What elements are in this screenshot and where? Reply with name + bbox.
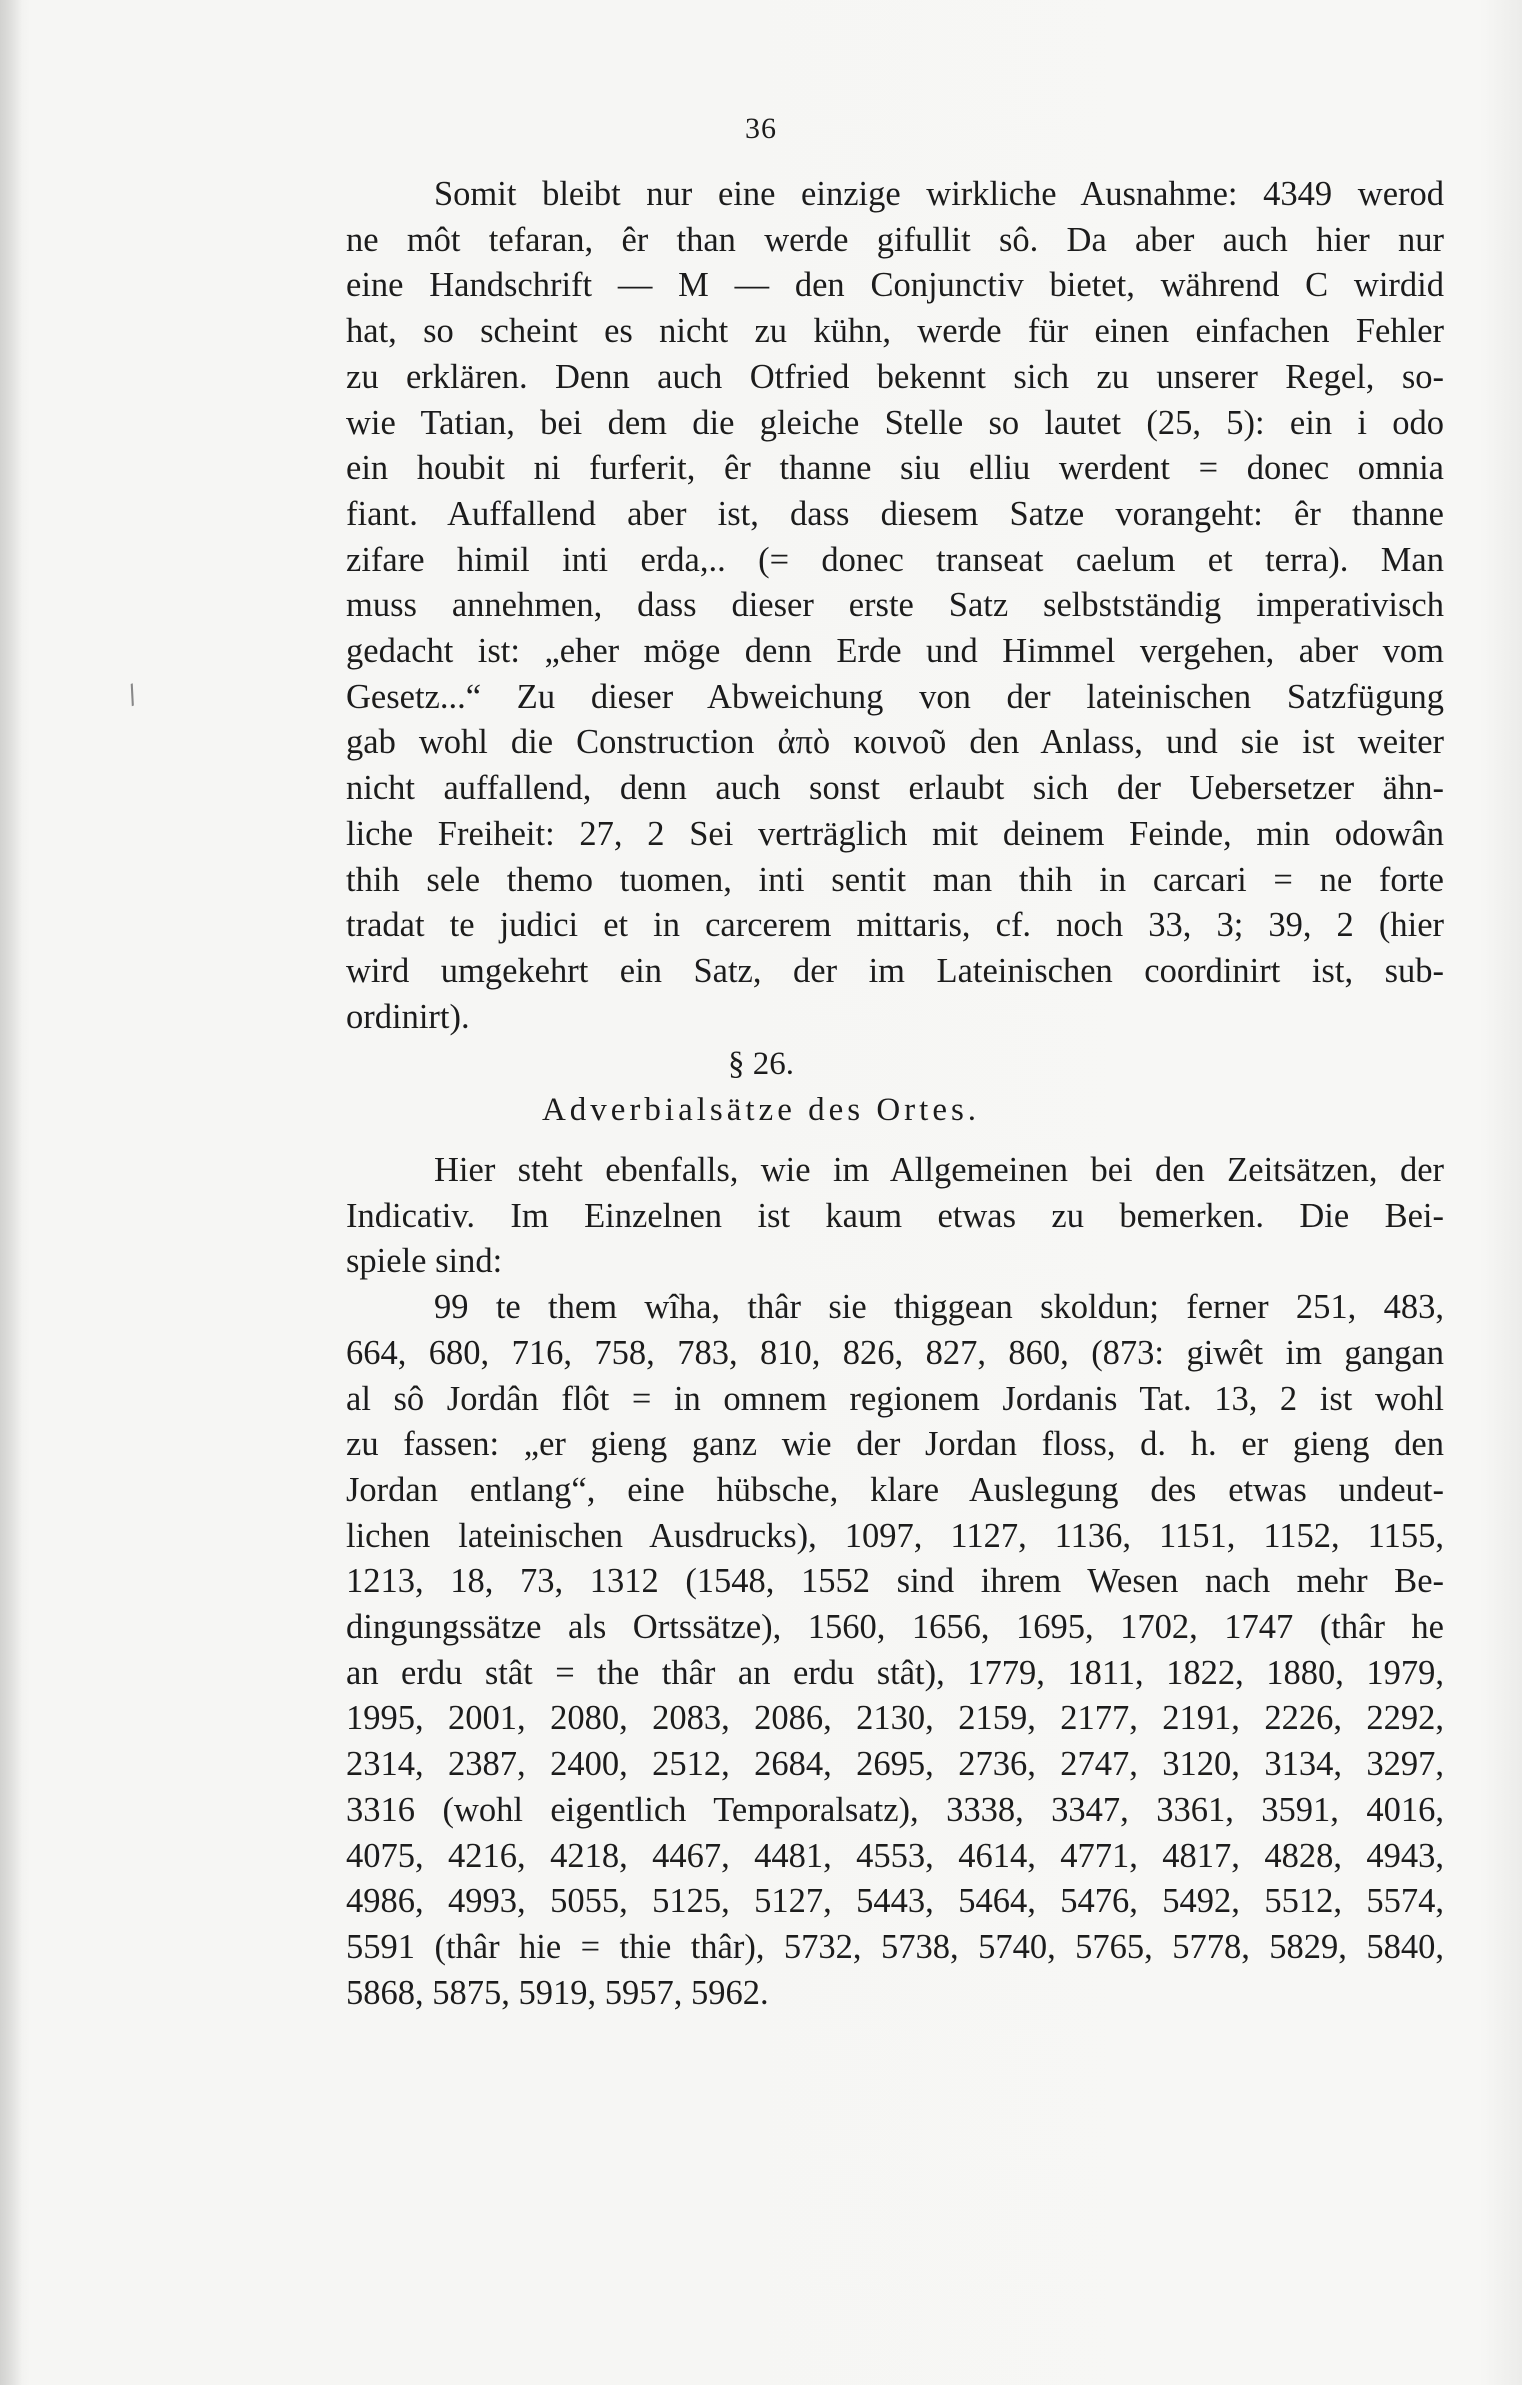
text-line: ordinirt).	[346, 997, 470, 1036]
text-line: ein houbit ni furferit, êr thanne siu elliu werdent = donec omnia	[346, 449, 1444, 488]
text-line: spiele sind:	[346, 1242, 503, 1281]
section-number: § 26.	[728, 1046, 794, 1082]
text-line: tradat te judici et in carcerem mittaris, cf. noch 33, 3; 39, 2 (hier	[346, 906, 1444, 945]
margin-mark: /	[123, 679, 142, 711]
text-line: zu fassen: „er gieng ganz wie der Jordan floss, d. h. er gieng den	[346, 1425, 1444, 1464]
text-line: eine Handschrift — M — den Conjunctiv bietet, während C wirdid	[346, 266, 1444, 305]
text-line: Somit bleibt nur eine einzige wirkliche Ausnahme: 4349 werod	[434, 175, 1444, 213]
text-line: liche Freiheit: 27, 2 Sei verträglich mit deinem Feinde, min odowân	[346, 814, 1444, 853]
text-line: ne môt tefaran, êr than werde gifullit sô. Da aber auch hier nur	[346, 220, 1444, 259]
text-line: Indicativ. Im Einzelnen ist kaum etwas zu bemerken. Die Bei-	[346, 1196, 1444, 1235]
text-line: 4986, 4993, 5055, 5125, 5127, 5443, 5464, 5476, 5492, 5512, 5574,	[346, 1882, 1444, 1921]
text-line: lichen lateinischen Ausdrucks), 1097, 1127, 1136, 1151, 1152, 1155,	[346, 1516, 1444, 1555]
text-line: gedacht ist: „eher möge denn Erde und Himmel vergehen, aber vom	[346, 632, 1444, 671]
text-line: 5868, 5875, 5919, 5957, 5962.	[346, 1973, 769, 2012]
text-line: 4075, 4216, 4218, 4467, 4481, 4553, 4614, 4771, 4817, 4828, 4943,	[346, 1836, 1444, 1875]
text-line: nicht auffallend, denn auch sonst erlaubt sich der Uebersetzer ähn-	[346, 769, 1444, 808]
text-line: Jordan entlang“, eine hübsche, klare Auslegung des etwas undeut-	[346, 1470, 1444, 1509]
text-line: Hier steht ebenfalls, wie im Allgemeinen bei den Zeitsätzen, der	[434, 1151, 1444, 1189]
text-line: fiant. Auffallend aber ist, dass diesem Satze vorangeht: êr thanne	[346, 494, 1444, 533]
text-line: Gesetz...“ Zu dieser Abweichung von der lateinischen Satzfügung	[346, 677, 1444, 716]
text-line: muss annehmen, dass dieser erste Satz selbstständig imperativisch	[346, 586, 1444, 625]
text-line: thih sele themo tuomen, inti sentit man thih in carcari = ne forte	[346, 860, 1444, 899]
text-line: wird umgekehrt ein Satz, der im Lateinischen coordinirt ist, sub-	[346, 951, 1444, 990]
text-line: wie Tatian, bei dem die gleiche Stelle so lautet (25, 5): ein i odo	[346, 403, 1444, 442]
text-line: 1995, 2001, 2080, 2083, 2086, 2130, 2159, 2177, 2191, 2226, 2292,	[346, 1699, 1444, 1738]
text-line: 664, 680, 716, 758, 783, 810, 826, 827, 860, (873: giwêt im gangan	[346, 1333, 1444, 1372]
text-line: al sô Jordân flôt = in omnem regionem Jordanis Tat. 13, 2 ist wohl	[346, 1379, 1444, 1418]
text-line: 2314, 2387, 2400, 2512, 2684, 2695, 2736, 2747, 3120, 3134, 3297,	[346, 1745, 1444, 1784]
text-line: 1213, 18, 73, 1312 (1548, 1552 sind ihrem Wesen nach mehr Be-	[346, 1562, 1444, 1601]
section-title: Adverbialsätze des Ortes.	[541, 1092, 981, 1128]
text-line: zu erklären. Denn auch Otfried bekennt sich zu unserer Regel, so-	[346, 357, 1444, 396]
text-line: 99 te them wîha, thâr sie thiggean skoldun; ferner 251, 483,	[434, 1288, 1444, 1327]
text-line: zifare himil inti erda,.. (= donec transeat caelum et terra). Man	[346, 540, 1444, 579]
text-line: hat, so scheint es nicht zu kühn, werde für einen einfachen Fehler	[346, 312, 1444, 351]
paragraph-1	[346, 172, 1444, 1040]
section-body	[346, 1148, 1444, 2016]
text-line: gab wohl die Construction ἀπὸ κοινοῦ den Anlass, und sie ist weiter	[346, 723, 1444, 762]
text-line: dingungssätze als Ortssätze), 1560, 1656, 1695, 1702, 1747 (thâr he	[346, 1608, 1444, 1647]
text-line: an erdu stât = the thâr an erdu stât), 1779, 1811, 1822, 1880, 1979,	[346, 1653, 1444, 1692]
text-line: 3316 (wohl eigentlich Temporalsatz), 3338, 3347, 3361, 3591, 4016,	[346, 1790, 1444, 1829]
binding-shadow	[0, 0, 22, 2385]
page-number: 36	[745, 112, 777, 145]
text-line: 5591 (thâr hie = thie thâr), 5732, 5738, 5740, 5765, 5778, 5829, 5840,	[346, 1927, 1444, 1966]
